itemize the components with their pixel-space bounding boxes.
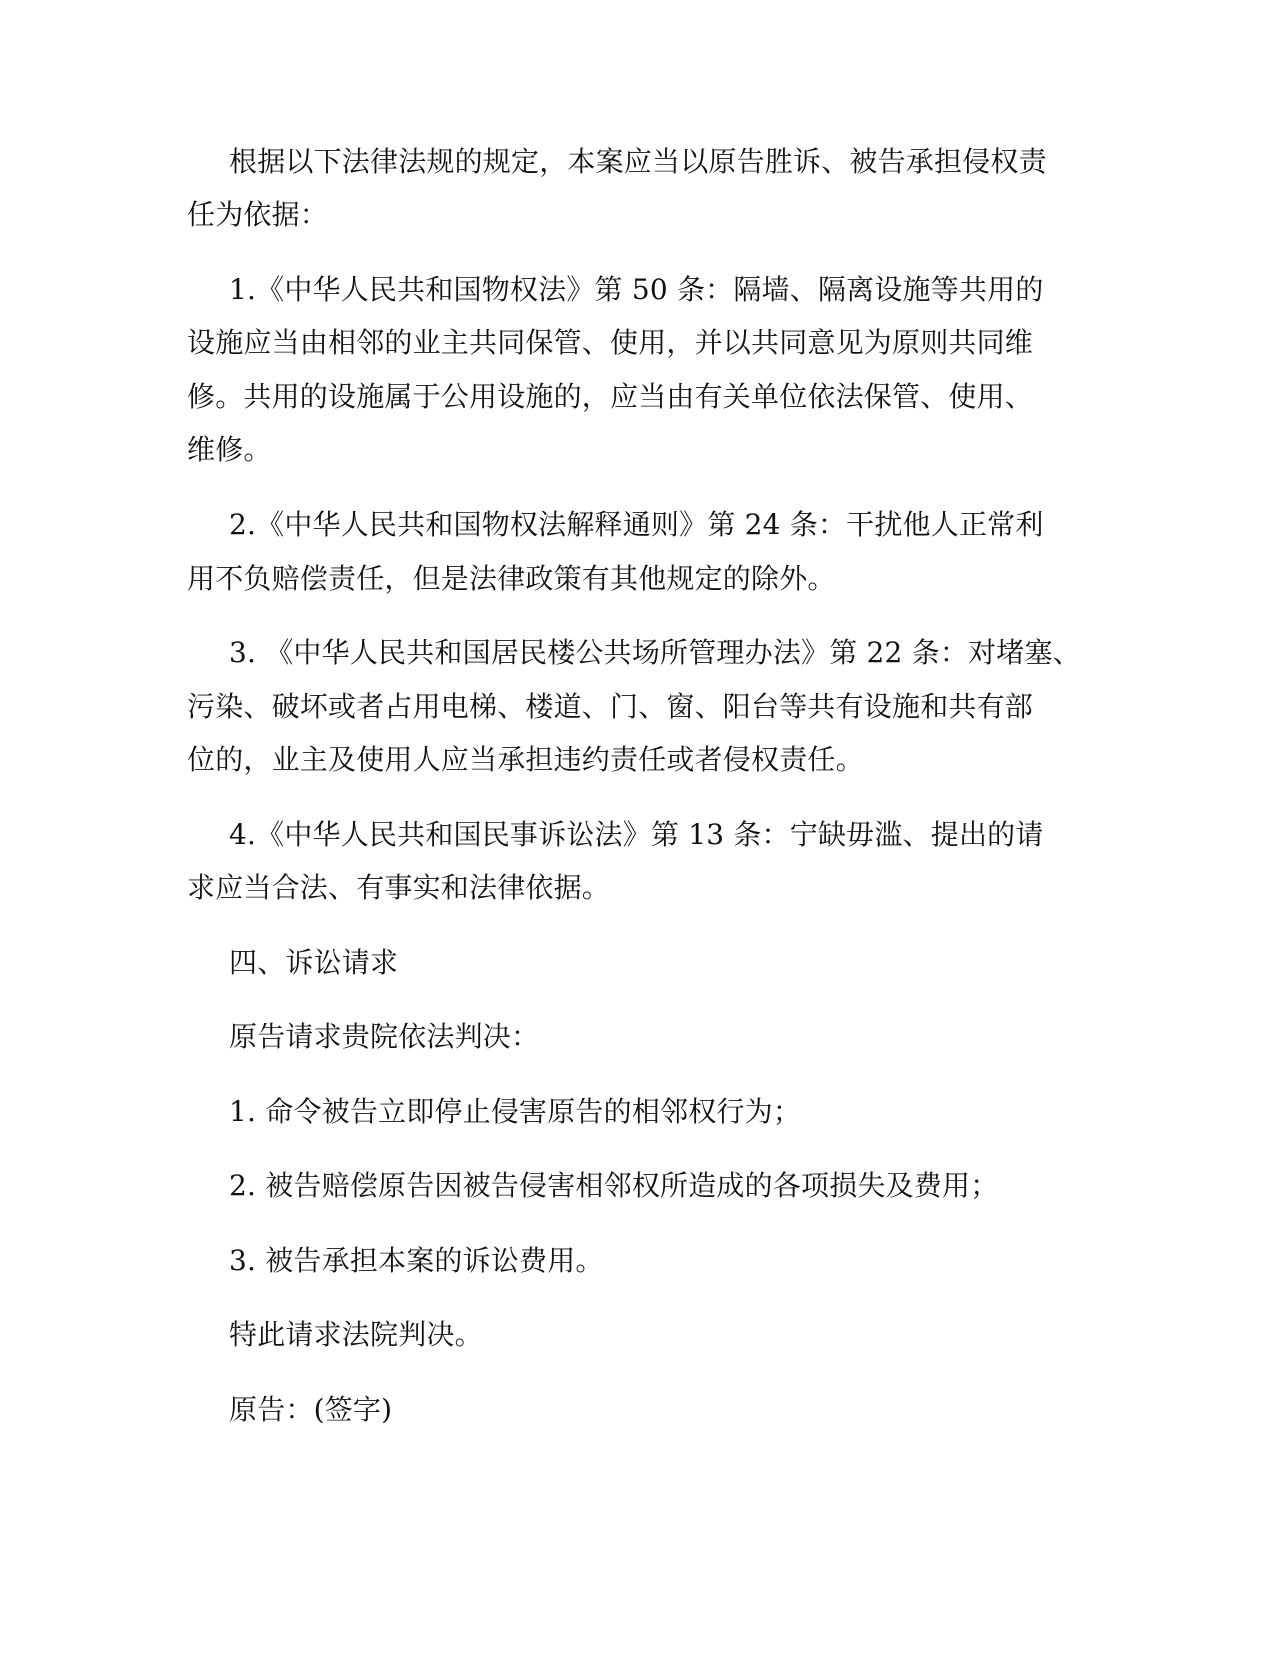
law-1-line-1: 1.《中华人民共和国物权法》第 50 条：隔墙、隔离设施等共用的: [229, 273, 1044, 306]
intro-line-2: 任为依据：: [187, 198, 329, 231]
law-4-line-2: 求应当合法、有事实和法律依据。: [187, 871, 611, 904]
closing-statement: 特此请求法院判决。: [229, 1318, 483, 1351]
law-1-line-4: 维修。: [187, 433, 272, 466]
claim-2: 2. 被告赔偿原告因被告侵害相邻权所造成的各项损失及费用；: [229, 1169, 999, 1202]
law-2-line-2: 用不负赔偿责任，但是法律政策有其他规定的除外。: [187, 562, 836, 595]
law-3-line-3: 位的，业主及使用人应当承担违约责任或者侵权责任。: [187, 743, 864, 776]
law-1-line-2: 设施应当由相邻的业主共同保管、使用，并以共同意见为原则共同维: [187, 326, 1034, 359]
claim-1: 1. 命令被告立即停止侵害原告的相邻权行为；: [229, 1095, 802, 1128]
law-3-line-1: 3. 《中华人民共和国居民楼公共场所管理办法》第 22 条：对堵塞、: [229, 636, 1081, 669]
section-heading: 四、诉讼请求: [229, 946, 399, 979]
claims-intro: 原告请求贵院依法判决：: [229, 1020, 540, 1053]
law-4-line-1: 4.《中华人民共和国民事诉讼法》第 13 条：宁缺毋滥、提出的请: [229, 818, 1044, 851]
intro-line-1: 根据以下法律法规的规定，本案应当以原告胜诉、被告承担侵权责: [229, 145, 1047, 178]
law-3-line-2: 污染、破坏或者占用电梯、楼道、门、窗、阳台等共有设施和共有部: [187, 690, 1034, 723]
law-1-line-3: 修。共用的设施属于公用设施的，应当由有关单位依法保管、使用、: [187, 380, 1034, 413]
claim-3: 3. 被告承担本案的诉讼费用。: [229, 1244, 604, 1277]
signature-line: 原告：(签字): [229, 1393, 393, 1426]
law-2-line-1: 2.《中华人民共和国物权法解释通则》第 24 条：干扰他人正常利: [229, 508, 1044, 541]
